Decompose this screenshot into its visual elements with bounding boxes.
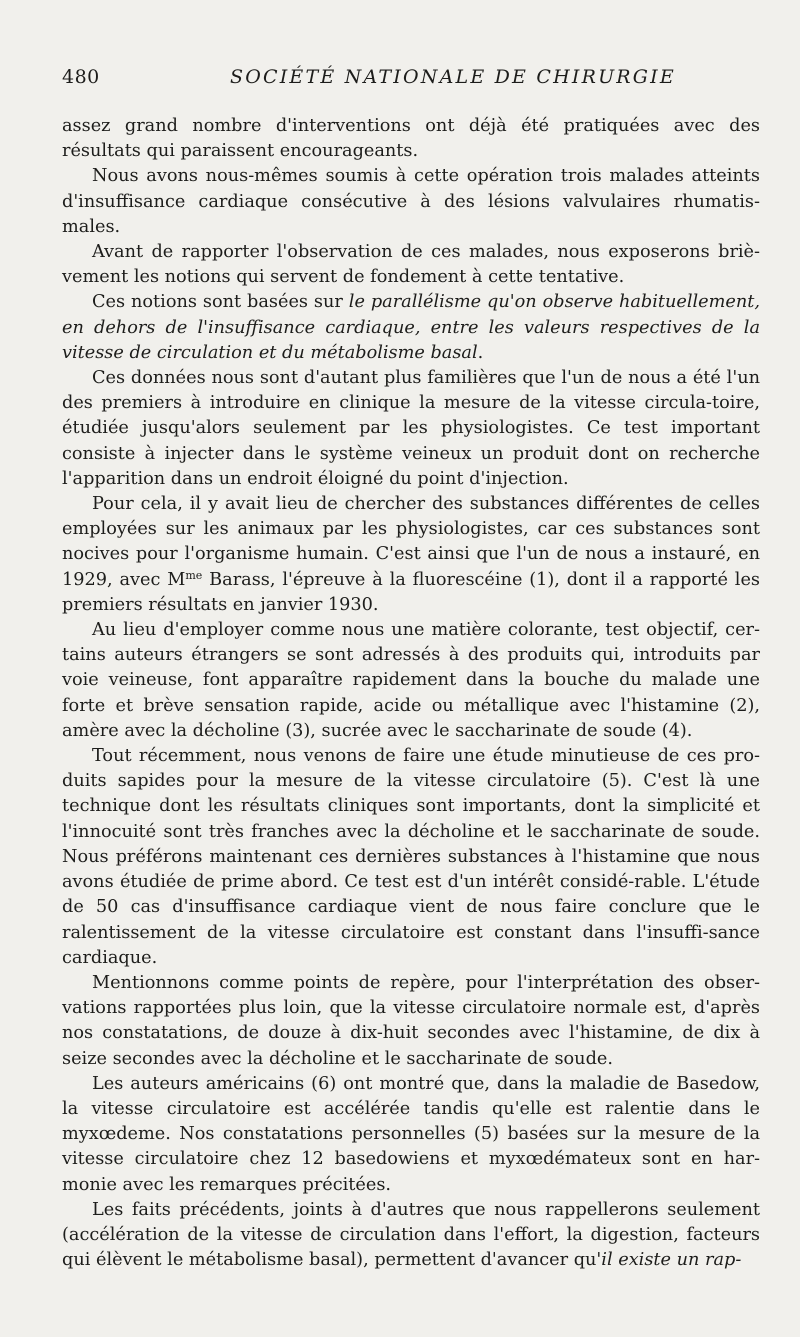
paragraph <box>62 492 760 618</box>
paragraph: Tout récemment, nous venons de faire une étude minutieuse de ces pro-duits sapides pour la mesure de la vitesse circulatoire (5). C'est là une technique dont les résultats cliniques sont importants, dont la simplicité et l'innocuité sont très franches avec la décholine et le saccharinate de soude. Nous préférons maintenant ces dernières substances à l'histamine que nous avons étudiée de prime abord. Ce test est d'un intérêt considé-rable. L'étude de 50 cas d'insuffisance cardiaque vient de nous faire conclure que le ralentissement de la vitesse circulatoire est constant dans l'insuffi-sance cardiaque. <box>62 746 760 968</box>
running-head: SOCIÉTÉ NATIONALE DE CHIRURGIE <box>230 66 676 88</box>
superscript-text: me <box>185 568 203 582</box>
paragraph: Les auteurs américains (6) ont montré que, dans la maladie de Basedow, la vitesse circulatoire est accélérée tandis qu'elle est ralentie dans le myxœdeme. Nos constatations personnelles (5) basées sur la mesure de la vitesse circulatoire chez 12 basedowiens et myxœdémateux sont en har-monie avec les remarques précitées. <box>62 1073 760 1195</box>
page-number: 480 <box>62 66 100 88</box>
paragraph: Avant de rapporter l'observation de ces malades, nous exposerons briè-vement les notions qui servent de fondement à cette tentative. <box>62 242 760 288</box>
paragraph-continuation: assez grand nombre d'interventions ont déjà été pratiquées avec des résultats qui paraissent encourageants. <box>62 116 760 162</box>
paragraph-text: Les faits précédents, joints à d'autres que nous rappellerons seulement (accélération de la vitesse de circulation dans l'effort, la digestion, facteurs qui élèvent le métabolisme basal), permettent d'avancer qu' <box>62 1199 760 1271</box>
paragraph-text: Barass, l'épreuve à la fluorescéine (1), dont il a rapporté les premiers résultats en janvier 1930. <box>62 569 760 615</box>
paragraph-text: Ces notions sont basées sur <box>92 292 349 313</box>
paragraph-text: Pour cela, il y avait lieu de chercher des substances différentes de celles employées sur les animaux par les physiologistes, car ces substances sont nocives pour l'organisme humain. C'est ainsi que l'un de nous a instauré, en 1929, avec M <box>62 494 760 590</box>
paragraph: Nous avons nous-mêmes soumis à cette opération trois malades atteints d'insuffisance cardiaque consécutive à des lésions valvulaires rhumatis-males. <box>62 166 760 237</box>
paragraph: Mentionnons comme points de repère, pour l'interprétation des obser-vations rapportées plus loin, que la vitesse circulatoire normale est, d'après nos constatations, de douze à dix-huit secondes avec l'histamine, de dix à seize secondes avec la décholine et le saccharinate de soude. <box>62 972 760 1069</box>
paragraph: Au lieu d'employer comme nous une matière colorante, test objectif, cer-tains auteurs étrangers se sont adressés à des produits qui, introduits par voie veineuse, font apparaître rapidement dans la bouche du malade une forte et brève sensation rapide, acide ou métallique avec l'histamine (2), amère avec la décholine (3), sucrée avec le saccharinate de soude (4). <box>62 620 760 741</box>
paragraph <box>62 290 760 366</box>
emphasis-text: il existe un rap- <box>601 1250 742 1271</box>
article-body <box>62 114 760 1273</box>
paragraph: Ces données nous sont d'autant plus familières que l'un de nous a été l'un des premiers à introduire en clinique la mesure de la vitesse circula-toire, étudiée jusqu'alors seulement par les physiologistes. Ce test important consiste à injecter dans le système veineux un produit dont on recherche l'apparition dans un endroit éloigné du point d'injection. <box>62 368 760 489</box>
page-header <box>62 66 760 94</box>
paragraph <box>62 1198 760 1274</box>
paragraph-text: . <box>477 342 484 363</box>
emphasis-text: le parallélisme qu'on observe habituellement, en dehors de l'insuffisance cardiaque, entre les valeurs respectives de la vitesse de circulation et du métabolisme basal <box>62 292 760 363</box>
